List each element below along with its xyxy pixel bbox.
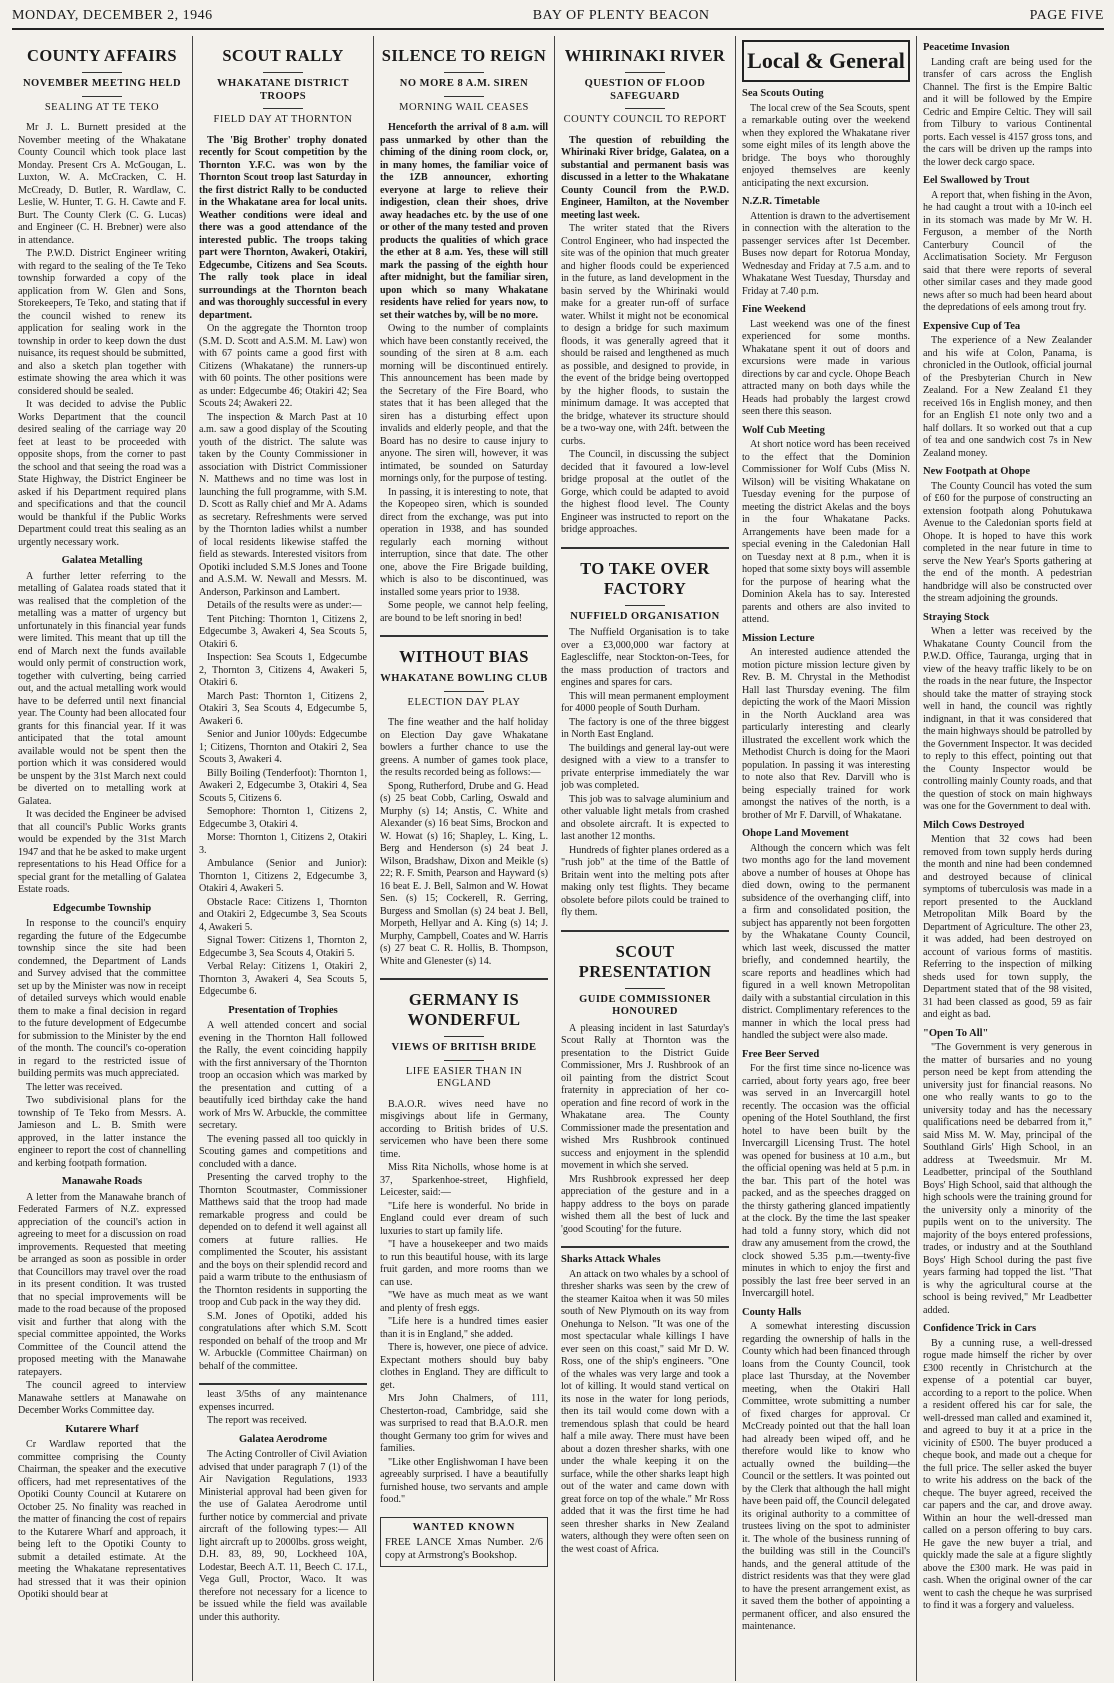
deck-sub: COUNTY COUNCIL TO REPORT bbox=[563, 114, 727, 125]
paragraph: Signal Tower: Citizens 1, Thornton 2, Edgecumbe 3, Sea Scouts 4, Otakiri 5. bbox=[199, 935, 367, 959]
paragraph: It was decided to advise the Public Works Department that the council desired sealing of the carriage way 20 feet at least to be proceeded with opposite shops, from the corner to past the school and that seeing the road was a State Highway, the District Engineer be asked if his Department required plans and specifications and that the council would be thankful if the Public Works Department could treat this sealing as an urgently necessary work. bbox=[18, 399, 186, 548]
subheading: Galatea Aerodrome bbox=[239, 1433, 327, 1445]
item-title: "Open To All" bbox=[923, 1027, 989, 1039]
lead-paragraph: Henceforth the arrival of 8 a.m. will pass unmarked by other than the chiming of the dining room clock, or, in many homes, the familiar voice of the 1ZB announcer, exhorting everyone at large to relieve their indigestion, clean their shoes, drive away headaches etc. by the use of one or other of the many tested and proven products the qualities of which grace the ether at 8 a.m. Yes, these will still mark the passing of the eighth hour after midnight, but the familiar siren, upon which so many Whakatane residents have relied for years now, to set their watches by, will be no more. bbox=[380, 122, 548, 321]
paragraph: The writer stated that the Rivers Control Engineer, who had inspected the site was of the opinion that much greater and higher floods could be experienced in the future, as land development in the basin served by the Whirinaki would make for a greater run-off of surface water. Whilst it might not be economical to design a bridge for such maximum floods, it was generally agreed that it should be raised and lengthened as much as possible, and designed to provide, in the event of the bridge being overtopped by the higher floods, to sustain the minimum damage. It was accepted that the bridge, whatever its structure should be a two-way one, with 24ft. between the curbs. bbox=[561, 223, 729, 447]
paragraph: Verbal Relay: Citizens 1, Otakiri 2, Thornton 3, Awakeri 4, Sea Scouts 5, Edgecumbe 6. bbox=[199, 961, 367, 997]
item-title: New Footpath at Ohope bbox=[923, 466, 1031, 477]
item-text: The County Council has voted the sum of £60 for the purpose of constructing an extension footpath along Pohutukawa Avenue to the Caledonian sports field at Ohope. It is hoped to have this work completed in the near future in time to serve the New Year's Sports gathering at the end of the month. A pedestrian handbridge will also be constructed over the stream adjoining the grounds. bbox=[923, 480, 1092, 604]
item-text: By a cunning ruse, a well-dressed rogue made himself the richer by over £300 recently in Christchurch at the expense of a potential car buyer, according to a report to the police. When a resident offered his car for sale, the well-dressed man called and examined it, and agreed to buy it at a price in the vicinity of £500. The buyer produced a cheque book, and made out a cheque for the full price. The seller asked the buyer to write his address on the back of the cheque. The buyer agreed, received the car papers and the car, and drove away. Within an hour the well-dressed man called on a person offering to buy cars. He gave the new buyer a trial, and quickly made the sale at a figure slightly above the £300 mark. He was paid in cash. When the original owner of the car went to cash the cheque he was surprised to find it was a forgery and valueless. bbox=[923, 1337, 1092, 1611]
deck-sub: SEALING AT TE TEKO bbox=[44, 101, 160, 113]
paragraph: Mrs Rushbrook expressed her deep appreciation of the gesture and in a happy address to the boys on parade wished them all the best of luck and 'good Scouting' for the future. bbox=[561, 1173, 729, 1235]
divider bbox=[263, 72, 303, 73]
item-text: At short notice word has been received to the effect that the Dominion Commissioner for Wolf Cubs (Miss N. Wilson) will be visiting Whakatane on Tuesday evening for the purpose of meeting the district Akelas and the boys in the four Whakatane Packs. Arrangements have been made for a special evening in the Caledonian Hall on Tuesday next at 8 p.m., when it is hoped that some sixty boys will assemble for the purpose of hearing what the Dominion Akela has to say. Interested parents and others are also invited to attend. bbox=[742, 439, 910, 625]
paragraph: Hundreds of fighter planes ordered as a "rush job" at the time of the Battle of Britain went into the melting pots after making only test flights. They became obsolete before pilots could be trained to fly them. bbox=[561, 844, 729, 918]
paragraph: Owing to the number of complaints which have been constantly received, the sounding of the siren at 8 a.m. each morning will be discontinued entirely. This announcement has been made by the Secretary of the Fire Board, who states that it has been alleged that the siren has a disturbing effect upon invalids and elderly people, and that the Board has no desire to cause injury to anyone. The siren will, however, it was intimated, be sounded on Saturday mornings only, for the purpose of testing. bbox=[380, 323, 548, 484]
item-text: Although the concern which was felt two months ago for the land movement above a number of houses at Ohope has died down, owing to the permanent subsidence of the overhanging cliff, into a firm and consolidated position, the subject has apparently not been forgotten by the Whakatane County Council, which last week, discussed the matter briefly, and condemned heartily, the scare reports and headlines which had figured in a well known Metropolitan daily with a substantial circulation in this district. Complimentary references to the manner in which the local press had handled the subject were also made. bbox=[742, 842, 910, 1041]
paragraph: The P.W.D. District Engineer writing with regard to the sealing of the Te Teko township forwarded a copy of the application from W. Glen and Sons, Storekeepers, Te Teko, and stating that if the council wished to renew its application for sealing work in the township in order to keep down the dust nuisance, its request should be submitted, and also a sketch plan together with estimate showing the area which it was considered should be sealed. bbox=[18, 248, 186, 397]
paragraph: least 3/5ths of any maintenance expenses incurred. bbox=[199, 1389, 367, 1413]
divider bbox=[380, 635, 548, 637]
paragraph: The factory is one of the three biggest in North East England. bbox=[561, 716, 729, 740]
lead-paragraph: The 'Big Brother' trophy donated recently for Scout competition by the Thornton Y.F.C. was won by the Thornton Scout troop last Saturday in the first district Rally to be conducted in the Whakatane area for local units. Weather conditions were ideal and there was a good attendance of the interested public. The troops taking part were Thornton, Awakeri, Otakiri, Edgecumbe, Citizens and Sea Scouts. The rally took place in ideal surroundings at the Thornton beach and was thoroughly successful in every department. bbox=[199, 134, 367, 321]
deck-sub: MORNING WAIL CEASES bbox=[399, 101, 529, 113]
paragraph: The Council, in discussing the subject decided that it favoured a low-level bridge proposal at the outlet of the Gorge, which could be adapted to avoid the highest flood level. The County Engineer was instructed to report on the bridge approaches. bbox=[561, 449, 729, 535]
paragraph: Tent Pitching: Thornton 1, Citizens 2, Edgecumbe 3, Awakeri 4, Sea Scouts 5, Otakiri 6. bbox=[199, 613, 367, 650]
item-title: Sea Scouts Outing bbox=[742, 88, 824, 99]
item-text: Attention is drawn to the advertisement in connection with the alteration to the passenger services after 1st December. Buses now depart for Rotorua Monday, Wednesday and Friday at 7.5 a.m. and to Whakatane West Tuesday, Thursday and Friday at 7.40 p.m. bbox=[742, 210, 910, 297]
paragraph: A well attended concert and social evening in the Thornton Hall followed the Rally, the event coinciding happily with the first anniversary of the Thornton troop an occasion which was marked by the presentation and cutting of a beautifully iced birthday cake the hand work of Mrs W. Arbuckle, the committee secretary. bbox=[199, 1020, 367, 1131]
headline: TO TAKE OVER FACTORY bbox=[580, 558, 710, 598]
item-title: Ohope Land Movement bbox=[742, 828, 849, 839]
ad-text: FREE LANCE Xmas Number. 2/6 copy at Armstrong's Bookshop. bbox=[385, 1537, 543, 1561]
headline: Local & General bbox=[742, 40, 910, 82]
divider bbox=[263, 108, 303, 109]
column-local-general-cont bbox=[917, 36, 1098, 1681]
paragraph: A letter from the Manawahe branch of Federated Farmers of N.Z. expressed appreciation of the council's action in agreeing to meet for a discussion on road improvements. Requested that meeting be arranged as soon as possible in order that Councillors may travel over the road in its present condition. It was trusted that no special improvements will be made to the road because of the proposed visit and further that along with the special committee appointed, the Works Committee of the Council attend the proposed meeting with the Manawahe ratepayers. bbox=[18, 1191, 186, 1378]
headline: SILENCE TO REIGN bbox=[381, 46, 547, 65]
paragraph: "We have as much meat as we want and plenty of fresh eggs. bbox=[380, 1290, 548, 1314]
paragraph: Inspection: Sea Scouts 1, Edgecumbe 2, Thornton 3, Citizens 4, Awakeri 5, Otakiri 6. bbox=[199, 652, 367, 688]
paragraph: Miss Rita Nicholls, whose home is at 37, Sparkenhoe-street, Highfield, Leicester, said:— bbox=[380, 1162, 548, 1198]
divider bbox=[444, 96, 484, 97]
paragraph: The report was received. bbox=[207, 1415, 307, 1426]
item-text: A report that, when fishing in the Avon, he had caught a trout with a 10-inch eel in its stomach was made by Mr W. H. Ferguson, a member of the North Canterbury Council of the Acclimatisation Society. Mr Ferguson said that there were reports of several other similar cases and they made good news after so much had been heard about the depredations of eels among trout fry. bbox=[923, 189, 1092, 313]
item-title: Confidence Trick in Cars bbox=[923, 1323, 1037, 1334]
subheading: Kutarere Wharf bbox=[65, 1423, 139, 1435]
paragraph: The fine weather and the half holiday on Election Day gave Whakatane bowlers a further chance to use the greens. A number of games took place, the results recorded being as follows:— bbox=[380, 717, 548, 778]
item-title: County Halls bbox=[742, 1306, 802, 1318]
item-title: Wolf Cub Meeting bbox=[742, 424, 825, 436]
headline: WHIRINAKI RIVER bbox=[564, 46, 726, 65]
subheading: Galatea Metalling bbox=[61, 555, 143, 566]
deck: QUESTION OF FLOOD SAFEGUARD bbox=[584, 78, 706, 102]
paragraph: "Life here is a hundred times easier than it is in England," she added. bbox=[380, 1316, 548, 1340]
paragraph: A further letter referring to the metalling of Galatea roads stated that it was realised that the completion of the metalling was a matter of urgency but unfortunately in this financial year funds were limited. This meant that up till the end of March next the funds available would only permit of construction work, together with culverting, being carried out, and the actual metalling work would have to be deferred until next financial year. The County had been allocated four grants for this financial year. If it was anticipated that the total amount available would not be spent then the portion which it was considered would be unspent by the 31st March next could be diverted on to metalling work at Galatea. bbox=[18, 570, 186, 807]
paragraph: S.M. Jones of Opotiki, added his congratulations after which S.M. Scott responded on behalf of the troop and Mr W. Arbuckle (Committee Chairman) on behalf of the committee. bbox=[199, 1310, 367, 1372]
column-county-affairs bbox=[12, 36, 193, 1681]
paragraph: This will mean permanent employment for 4000 people of South Durham. bbox=[561, 690, 729, 714]
paragraph: Semophore: Thornton 1, Citizens 2, Edgecumbe 3, Otakiri 4. bbox=[199, 806, 367, 830]
headline: COUNTY AFFAIRS bbox=[27, 46, 177, 65]
divider bbox=[444, 1060, 484, 1061]
divider bbox=[561, 1246, 729, 1248]
headline: SCOUT PRESENTATION bbox=[578, 941, 712, 981]
deck: VIEWS OF BRITISH BRIDE bbox=[391, 1042, 537, 1053]
paragraph: The letter was received. bbox=[26, 1081, 123, 1093]
subheading: Edgecumbe Township bbox=[52, 902, 152, 914]
item-text: The experience of a New Zealander and his wife at Colon, Panama, is chronicled in the Outlook, official journal of the Presbyterian Church in New Zealand. For a New Zealand £1 they received 16s in English money, and then for an English £1 note only two and a half dollars. It so worked out that a cup of tea and one sandwich cost 7s in New Zealand money. bbox=[923, 335, 1092, 459]
deck: NO MORE 8 A.M. SIREN bbox=[399, 78, 529, 89]
divider bbox=[444, 72, 484, 73]
deck: NOVEMBER MEETING HELD bbox=[22, 78, 182, 89]
paragraph: Mr J. L. Burnett presided at the November meeting of the Whakatane County Council which took place last Monday. Present Crs A. McGougan, L. Luxton, W. A. McCracken, C. H. McCready, D. Butler, R. Wardlaw, C. Leslie, W. Hunter, T. G. H. Cawte and F. Burt. The County Clerk (C. G. Lucas) and Engineer (C. H. Brebner) were also in attendance. bbox=[18, 122, 186, 246]
paragraph: "Like other Englishwoman I have been agreeably surprised. I have a beautifully furnished house, two servants and ample food." bbox=[380, 1456, 548, 1505]
divider bbox=[625, 605, 665, 606]
deck: GUIDE COMMISSIONER HONOURED bbox=[579, 993, 711, 1017]
item-title: Straying Stock bbox=[923, 611, 990, 623]
paragraph: B.A.O.R. wives need have no misgivings about life in Germany, according to British brides of U.S. servicemen who have been there some time. bbox=[380, 1098, 548, 1160]
paragraph: Ambulance (Senior and Junior): Thornton 1, Citizens 2, Edgecumbe 3, Otakiri 4, Awakeri 5. bbox=[199, 858, 367, 894]
paragraph: Some people, we cannot help feeling, are bound to be left snoring in bed! bbox=[380, 600, 548, 624]
paragraph: This job was to salvage aluminium and other valuable light metals from crashed and obsolete aircraft. It is expected to last another 12 months. bbox=[561, 793, 729, 842]
columns bbox=[12, 36, 1104, 1681]
item-text: Landing craft are being used for the transfer of cars across the English Channel. The first is the Empire Baltic and it will be followed by the Empire Cedric and Empire Celtic. They will sail from Tilbury to various Continental ports. Each vessel is 4157 gross tons, and the cars will be driven up the ramps into the lower deck cargo space. bbox=[923, 56, 1092, 168]
ad-title: WANTED KNOWN bbox=[412, 1521, 516, 1533]
paragraph: Senior and Junior 100yds: Edgecumbe 1; Citizens, Thornton and Otakiri 2, Sea Scouts 3, Awakeri 4. bbox=[199, 729, 367, 765]
paragraph: Mrs John Chalmers, of 111, Chesterton-road, Cambridge, said she was surprised to read that B.A.O.R. men thought Germany too grim for wives and families. bbox=[380, 1393, 548, 1454]
page-number: PAGE FIVE bbox=[1029, 8, 1104, 23]
paragraph: It was decided the Engineer be advised that all council's Public Works grants would be expended by the 31st March 1947 and that he be asked to make urgent representations to his Head Office for a special grant for the metalling of Galatea Estate roads. bbox=[18, 809, 186, 895]
item-text: The local crew of the Sea Scouts, spent a remarkable outing over the weekend when they explored the Whakatane river some eight miles of its length above the bridge. The boys who thoroughly enjoyed themselves are keenly anticipating the next excursion. bbox=[742, 102, 910, 189]
paragraph: A pleasing incident in last Saturday's Scout Rally at Thornton was the presentation to the District Guide Commissioner, Mrs J. Rushbrook of an oil painting from the district Scout fraternity in appreciation of her co-operation and fine record of work in the Whakatane area. The County Commissioner made the presentation and wished Mrs Rushbrook continued success and enjoyment in the splendid movement in which she served. bbox=[561, 1022, 729, 1171]
headline: WITHOUT BIAS bbox=[399, 647, 529, 666]
deck-sub: LIFE EASIER THAN IN ENGLAND bbox=[405, 1065, 523, 1089]
divider bbox=[444, 691, 484, 692]
paragraph: The inspection & March Past at 10 a.m. saw a good display of the Scouting youth of the district. The salute was taken by the County Commissioner in association with District Commissioner N. Matthews and no time was lost in launching the full programme, with S.M. D. Scott as Rally chief and Mr A. Adams as secretary. Refreshments were served by the Thornton ladies whilst a number of local residents likewise staffed the field as stewards. Interested visitors from Opotiki included S.M.S Jones and Toone and A.S.M. W. Newall and Messrs. M. Anderson, Parkinson and Lambert. bbox=[199, 411, 367, 598]
lead-paragraph: The question of rebuilding the Whirinaki River bridge, Galatea, on a substantial and permanent basis was discussed in a letter to the Whakatane County Council from the P.W.D. Engineer, Hamilton, at the November meeting last week. bbox=[561, 134, 729, 221]
divider bbox=[625, 108, 665, 109]
paper-title: BAY OF PLENTY BEACON bbox=[532, 8, 710, 23]
item-title: Mission Lecture bbox=[742, 632, 815, 644]
item-text: Mention that 32 cows had been removed from town supply herds during the month and nine had been condemned and destroyed because of clinical symptoms of tuberculosis was made in a report presented to the Auckland Metropolitan Milk Board by the Department of Agriculture. The other 23, it was added, had been destroyed on account of various forms of mastitis. Referring to the inspection of milking sheds used for town supply, the Department stated that of the 98 visited, 31 had been classed as good, 59 as fair and eight as bad. bbox=[923, 834, 1092, 1020]
subheading: Sharks Attack Whales bbox=[561, 1254, 661, 1265]
item-title: Eel Swallowed by Trout bbox=[923, 175, 1030, 186]
paragraph: In passing, it is interesting to note, that the Kopeopeo siren, which is sounded direct from the exchange, was put into operation in 1938, and has sounded regularly each morning without interruption, since that date. The other one, above the Fire Brigade building, which is also to be discontinued, was installed some years prior to 1938. bbox=[380, 486, 548, 598]
paragraph: Presenting the carved trophy to the Thornton Scoutmaster, Commissioner Matthews said that the troop had made remarkable progress and could be depended on to defend it well against all comers at future rallies. He complimented the Scouter, his assistant and the boys on their splendid record and paid a warm tribute to the enthusiasm of the Thornton residents in supporting the troop and Cub pack in the way they did. bbox=[199, 1172, 367, 1308]
issue-date: MONDAY, DECEMBER 2, 1946 bbox=[12, 8, 213, 23]
item-text: Last weekend was one of the finest experienced for some months. Whakatane spent it out of doors and excursions were made in various directions by car and cycle. Ohope Beach attracted many on both days while the Heads had probably the largest crowd seen there this season. bbox=[742, 318, 910, 417]
headline: SCOUT RALLY bbox=[222, 46, 344, 65]
item-title: Fine Weekend bbox=[742, 304, 806, 315]
column-silence-to-reign bbox=[374, 36, 555, 1681]
item-title: N.Z.R. Timetable bbox=[742, 196, 820, 207]
divider bbox=[82, 72, 122, 73]
divider bbox=[380, 978, 548, 980]
subheading: Presentation of Trophies bbox=[228, 1004, 338, 1016]
headline: GERMANY IS WONDERFUL bbox=[407, 990, 521, 1029]
column-local-general bbox=[736, 36, 917, 1681]
subheading: Manawahe Roads bbox=[61, 1176, 143, 1187]
paragraph: Cr Wardlaw reported that the committee comprising the County Chairman, the speaker and the executive officers, had met representatives of the Opotiki County Council at Kutarere on October 25. No finality was reached in the matter of financing the cost of repairs to the Kutarere Wharf and approach, it being left to the Opotiki County to submit a detailed estimate. At the meeting the Whakatane representatives had stressed that it was their opinion Opotiki should bear at bbox=[18, 1439, 186, 1600]
paragraph: "Life here is wonderful. No bride in England could ever dream of such luxuries to start up family life. bbox=[380, 1200, 548, 1237]
paragraph: In response to the council's enquiry regarding the future of the Edgecumbe township since the site had been condemned, the Department of Lands and Survey advised that the committee set up by the Minister was now in receipt of detailed surveys which would enable them to make a final decision in regard to the future development of Edgecumbe for submission to the Minister by the end of the month. The council's co-operation in regard to the restricted issue of building permits was much appreciated. bbox=[18, 918, 186, 1079]
item-text: For the first time since no-licence was carried, about forty years ago, free beer was served in an Invercargill hotel recently. The occasion was the official opening of the Hotel Southland, the first hotel to have been built by the Invercargill Licensing Trust. The hotel was opened for business at 10 a.m., but the official opening was held at 5 p.m. in the bar. This part of the hotel was packed, and as the speeches dragged on the thirsty gathering glanced impatiently at the clock. By the time the last speaker had told a funny story, which did not draw any amusement from the crowd, the clock showed 5.35 p.m.—twenty-five minutes in which to enjoy the first and possibly the last free beer served in an Invercargill hotel. bbox=[742, 1063, 910, 1299]
paragraph: The buildings and general lay-out were designed with a view to a transfer to private enterprise immediately the war job was completed. bbox=[561, 742, 729, 791]
paragraph: Morse: Thornton 1, Citizens 2, Otakiri 3. bbox=[199, 832, 367, 856]
item-text: A somewhat interesting discussion regarding the ownership of halls in the County which had been financed through loans from the County Council, took place last Thursday, at the November meeting, when the Otakiri Hall Committee, wrote submitting a number of fixed charges for approval. Cr McCready pointed out that the hall loan had already been wiped off, and he therefore would like to know who actually owned the building—the Council or the settlers. It was pointed out by the Clerk that although the hall might have been paid off, the Council delegated its original authority to a committee of trustees living on the spot to administer it. The whole of the business running of the building was still in the Council's hands, and the general attitude of the district residents was that they were glad to have the present arrangement exist, as it saved them the bother of appointing a permanent officer, and also ensured the maintenance. bbox=[742, 1321, 910, 1632]
paragraph: Spong, Rutherford, Drube and G. Head (s) 25 beat Cobb, Carling, Oswald and Murphy (s) 14; Anstis, C. White and Alexander (s) 16 beat Sims, Brockon and W. Howat (s) 16; Shapley, L. King, L. Berg and Henderson (s) 24 beat J. Wilson, Bradshaw, Dixon and Meikle (s) 22; R. F. Smith, Pearson and Hayward (s) 16 beat E. J. Bell, Salmon and W. Howat Sen. (s) 15; Cockerell, R. Gerring, Burgess and Smollan (s) 24 beat J. Bell, Morpeth, Hellyar and A. King (s) 14; J. Murphy, Campbell, Coates and W. Harris (s) 27 beat C. R. Hollis, B. Thompson, White and Glenester (s) 14. bbox=[380, 780, 548, 967]
deck-sub: ELECTION DAY PLAY bbox=[407, 696, 521, 708]
divider bbox=[625, 988, 665, 989]
divider bbox=[625, 72, 665, 73]
paragraph: The council agreed to interview Manawahe settlers at Manawahe on December Works Committee day. bbox=[18, 1380, 186, 1416]
item-title: Free Beer Served bbox=[742, 1048, 820, 1060]
column-scout-rally bbox=[193, 36, 374, 1681]
paragraph: Billy Boiling (Tenderfoot): Thornton 1, Awakeri 2, Edgecumbe 3, Otakiri 4, Sea Scouts 5, Citizens 6. bbox=[199, 767, 367, 804]
paragraph: The Nuffield Organisation is to take over a £3,000,000 war factory at Eaglescliffe, near Stockton-on-Tees, for the mass production of tractors and engines and spares for cars. bbox=[561, 627, 729, 688]
paragraph: On the aggregate the Thornton troop (S.M. D. Scott and A.S.M. M. Law) won with 67 points came a good first with Citizens (Whakatane) the runners-up with 60 points. The other positions were as under: Edgecumbe 46; Otakiri 42; Sea Scouts 24; Awakeri 22. bbox=[199, 323, 367, 409]
deck: WHAKATANE DISTRICT TROOPS bbox=[216, 78, 349, 102]
item-text: When a letter was received by the Whakatane County Council from the P.W.D. Office, Tauranga, urging that in view of the heavy traffic likely to be on the roads in the near future, the Inspector should take the matter of straying stock well in hand, the council was rightly indignant, in that it was considered that the main highways should be patrolled by the Government Inspector. It was decided to reply to this effect, pointing out that the County Inspector would be controlling mainly County roads, and that the question of stock on main highways was one for the Government to deal with. bbox=[923, 626, 1092, 812]
paragraph: The Acting Controller of Civil Aviation advised that under paragraph 7 (1) of the Air Navigation Regulations, 1933 Ministerial approval had been given for the use of Galatea Aerodrome until further notice by commercial and private aircraft of the following types:— All light aircraft up to 2000lbs. gross weight, D.H. 83, 89, 90, Lockheed 10A, Lodestar, Beech A.T. 11, Beech C. 17.L, Vega Gull, Proctor, Waco. It was therefore not necessary for a licence to be issued while the field was available under this authority. bbox=[199, 1449, 367, 1623]
divider bbox=[561, 930, 729, 932]
classified-ad bbox=[380, 1517, 548, 1568]
paragraph: The evening passed all too quickly in Scouting games and competitions and concluded with a dance. bbox=[199, 1133, 367, 1170]
paragraph: March Past: Thornton 1, Citizens 2, Otakiri 3, Sea Scouts 4, Edgecumbe 5, Awakeri 6. bbox=[199, 690, 367, 727]
item-text: An interested audience attended the motion picture mission lecture given by Rev. B. M. Chrystal in the Methodist Hall last Thursday evening. The film depicting the work of the Maori Mission in the North Auckland area was particularly interesting and clearly illustrated the excellent work which the Methodist Church is doing for the Maori population. In passing it was interesting to note also that Rev. Darvill who is being especially trained for work amongst the natives of the north, is a brother of Mr F. Darvill, of Whakatane. bbox=[742, 647, 910, 821]
column-whirinaki-river bbox=[555, 36, 736, 1681]
divider bbox=[82, 96, 122, 97]
divider bbox=[199, 1383, 367, 1385]
paragraph: An attack on two whales by a school of thresher sharks was seen by the crew of the steamer Kaitoa when it was 50 miles south of New Plymouth on its way from Onehunga to Nelson. "It was one of the most spectacular whale killings I have ever seen on this coast," said Mr D. W. Ross, one of the ship's engineers. "One of the whales was very large and took a lot of killing. It would stand vertical on its nose in the water for long periods, then its tail would come down with a tremendous splash that could be heard half a mile away. There must have been about a dozen thresher sharks, with one under the whale keeping it on the surface, while the other sharks leapt high out of the water and came down with great force on top of the whale." Mr Ross added that it was the first time he had seen thresher sharks in New Zealand waters, although they were often seen on the west coast of Africa. bbox=[561, 1268, 729, 1555]
item-title: Milch Cows Destroyed bbox=[923, 819, 1025, 831]
item-title: Expensive Cup of Tea bbox=[923, 320, 1021, 332]
masthead bbox=[12, 6, 1104, 30]
divider bbox=[444, 1036, 484, 1037]
paragraph: There is, however, one piece of advice. Expectant mothers should buy baby clothes in England. They are difficult to get. bbox=[380, 1342, 548, 1391]
divider bbox=[561, 547, 729, 549]
item-text: "The Government is very generous in the matter of bursaries and no young person need be kept from attending the university just for financial reasons. No one who really wants to go to the university today and has the necessary qualifications need be debarred from it," said Miss M. W. May, principal of the Southland Girls' High School, in an address at Tweedsmuir. Mr M. Leadbetter, principal of the Southland Boys' High School, said that although the high schools were the training ground for the university only a minority of the pupils went on to the university. The majority of the boys entered professions, trades, or industry and at the Southland Boys' High School during the past five years farming had topped the list. "That is why the agricultural course at the school is being revived," Mr Leadbetter added. bbox=[923, 1042, 1092, 1316]
deck: NUFFIELD ORGANISATION bbox=[570, 610, 720, 622]
paragraph: Two subdivisional plans for the township of Te Teko from Messrs. A. Jamieson and L. B. Smith were approved, in the latter instance the engineer to report the cost of channelling and kerbing footpath formation. bbox=[18, 1095, 186, 1169]
paragraph: "I have a housekeeper and two maids to run this beautiful house, with its large fruit garden, and more rooms than we can use. bbox=[380, 1239, 548, 1288]
item-title: Peacetime Invasion bbox=[923, 42, 1010, 53]
paragraph: Obstacle Race: Citizens 1, Thornton and Otakiri 2, Edgecumbe 3, Sea Scouts 4, Awakeri 5. bbox=[199, 896, 367, 933]
paragraph: Details of the results were as under:— bbox=[207, 600, 362, 611]
deck-sub: FIELD DAY AT THORNTON bbox=[213, 114, 353, 125]
deck: WHAKATANE BOWLING CLUB bbox=[380, 673, 548, 684]
